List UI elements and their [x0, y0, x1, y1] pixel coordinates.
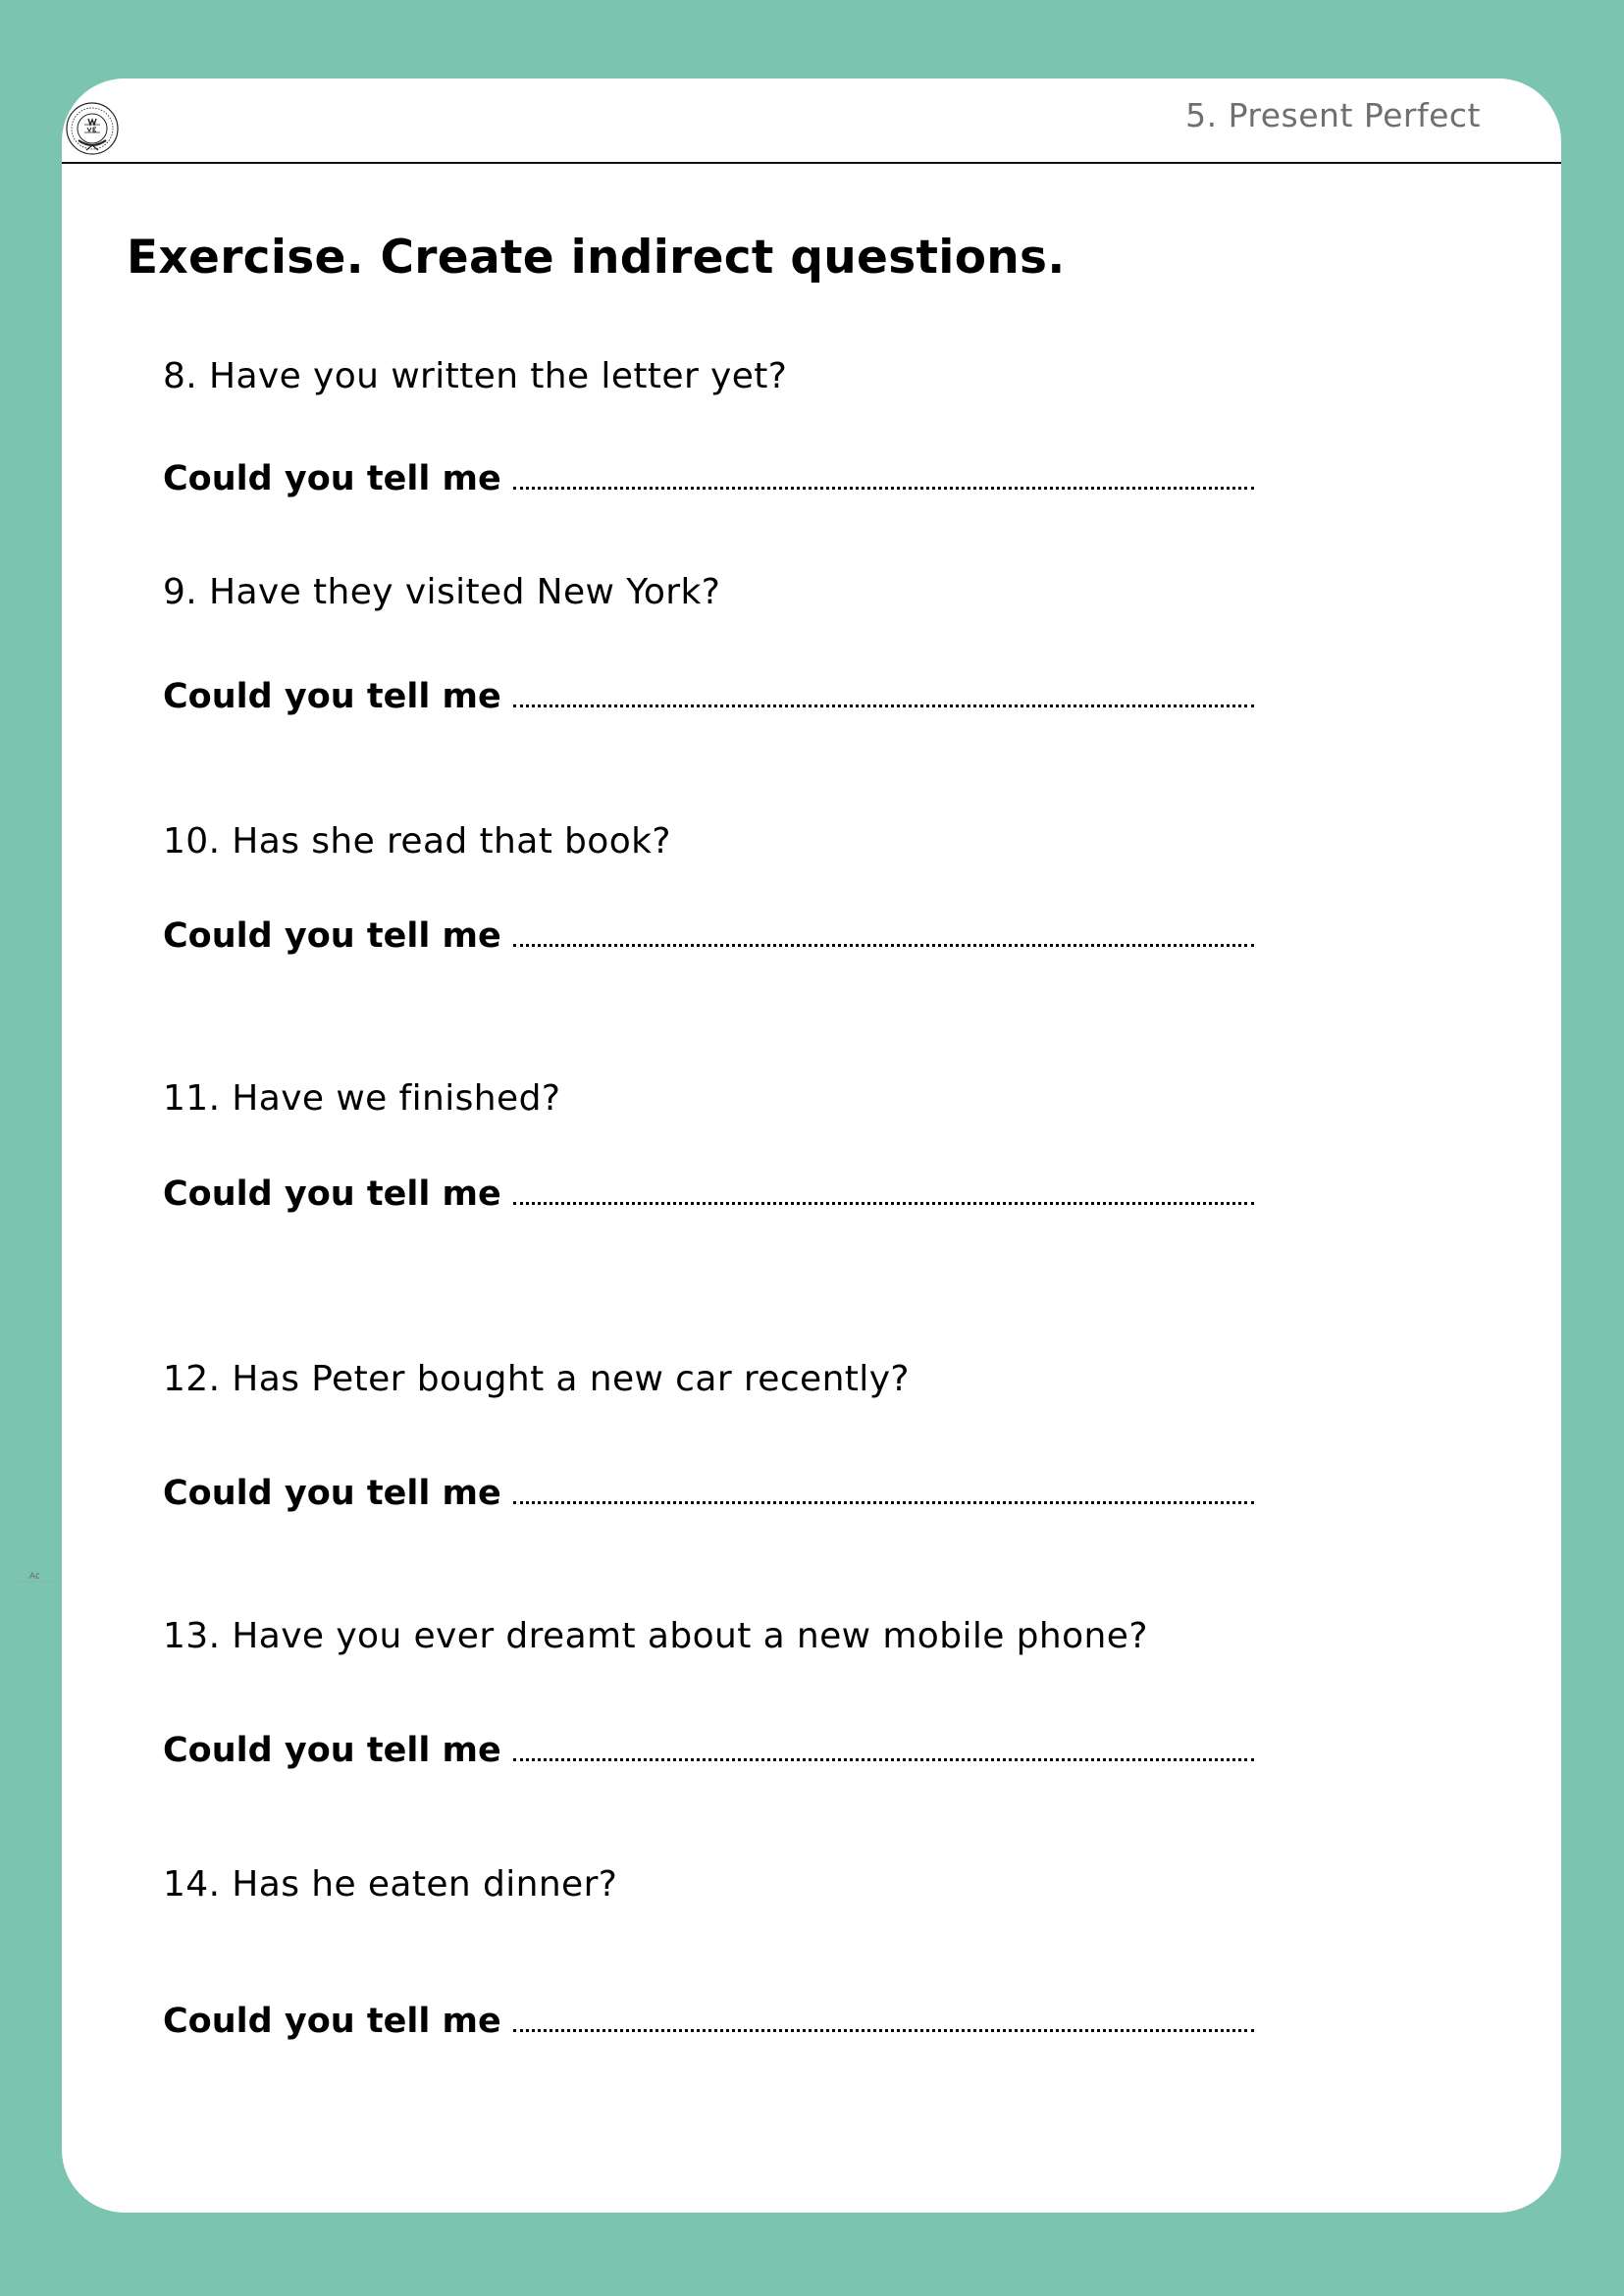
page-header: [62, 78, 1561, 164]
answer-blank[interactable]: [513, 1501, 1254, 1504]
question-text: 13. Have you ever dreamt about a new mobile phone?: [163, 1616, 1148, 1656]
answer-blank[interactable]: [513, 944, 1254, 947]
answer-blank[interactable]: [513, 487, 1254, 490]
question-text: 10. Has she read that book?: [163, 821, 671, 861]
answer-prefix: Could you tell me: [163, 916, 501, 956]
worksheet-page: [62, 78, 1561, 2213]
answer-line[interactable]: [163, 1731, 1254, 1770]
question-text: 9. Have they visited New York?: [163, 572, 721, 612]
answer-prefix: Could you tell me: [163, 2002, 501, 2041]
question-text: 11. Have we finished?: [163, 1078, 561, 1119]
answer-line[interactable]: [163, 677, 1254, 716]
watermark-icon: [10, 1570, 57, 1586]
answer-prefix: Could you tell me: [163, 1474, 501, 1513]
question-text: 8. Have you written the letter yet?: [163, 356, 788, 396]
answer-blank[interactable]: [513, 1758, 1254, 1761]
answer-prefix: Could you tell me: [163, 1174, 501, 1214]
answer-prefix: Could you tell me: [163, 459, 501, 498]
answer-line[interactable]: [163, 2002, 1254, 2041]
answer-prefix: Could you tell me: [163, 1731, 501, 1770]
answer-blank[interactable]: [513, 704, 1254, 707]
answer-prefix: Could you tell me: [163, 677, 501, 716]
answer-blank[interactable]: [513, 1202, 1254, 1205]
answer-line[interactable]: [163, 916, 1254, 956]
school-seal-icon: [65, 101, 120, 156]
header-title: 5. Present Perfect: [1185, 96, 1481, 134]
answer-line[interactable]: [163, 1474, 1254, 1513]
answer-blank[interactable]: [513, 2029, 1254, 2032]
question-text: 12. Has Peter bought a new car recently?: [163, 1359, 910, 1399]
answer-line[interactable]: [163, 459, 1254, 498]
exercise-title: Exercise. Create indirect questions.: [127, 231, 1066, 285]
question-text: 14. Has he eaten dinner?: [163, 1864, 618, 1905]
answer-line[interactable]: [163, 1174, 1254, 1214]
